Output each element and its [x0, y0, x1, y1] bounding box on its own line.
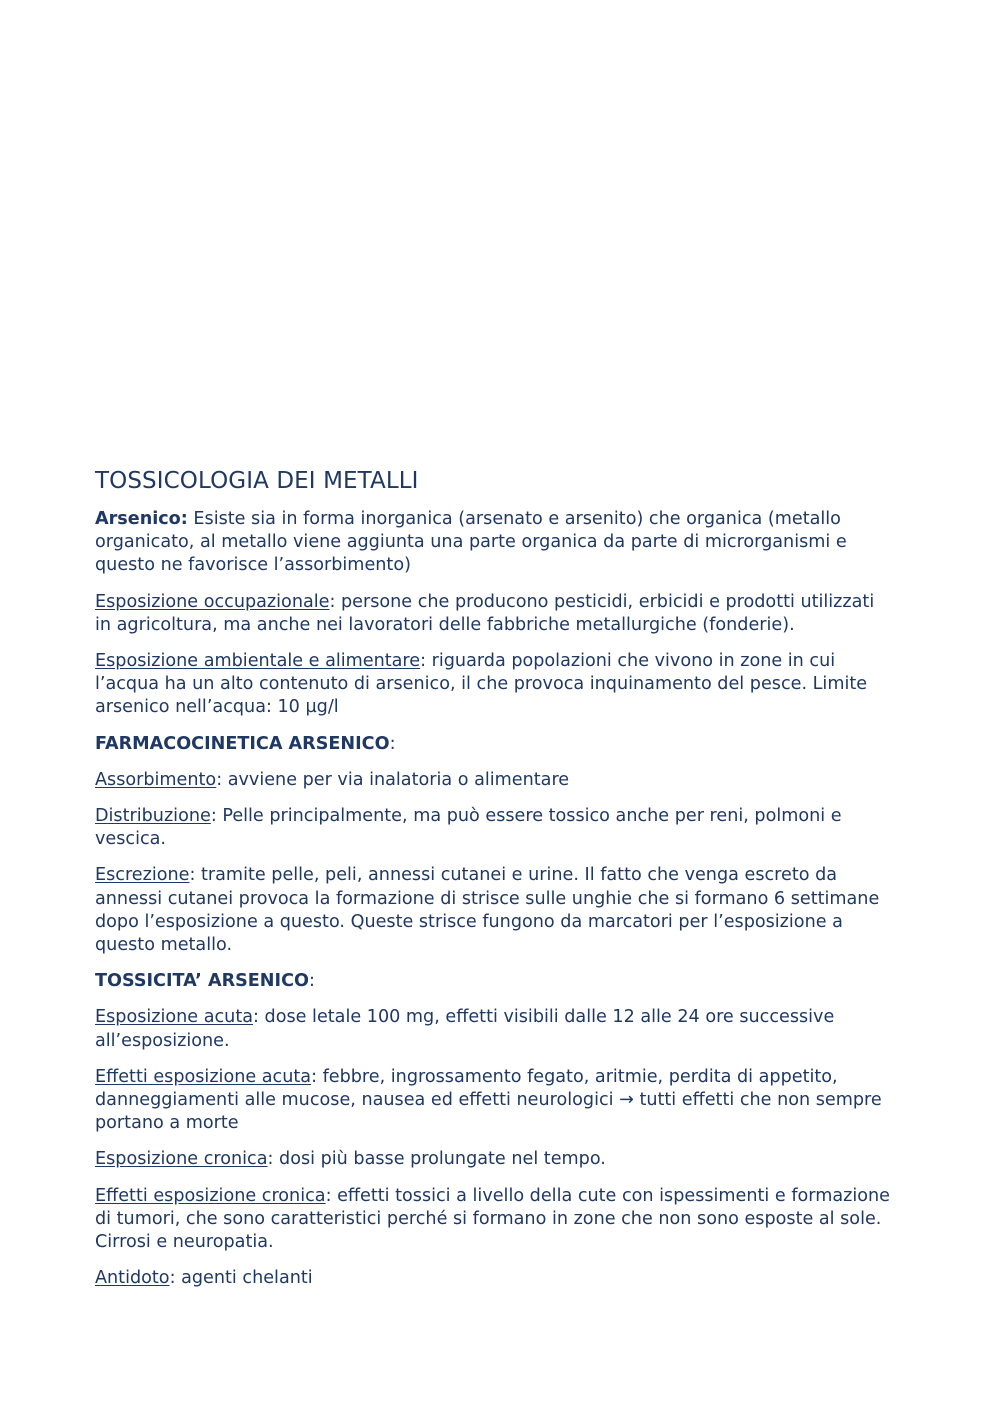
arsenico-intro-paragraph — [95, 508, 895, 578]
escrezione-text: : tramite pelle, peli, annessi cutanei e urine. Il fatto che venga escreto da annessi cutanei provoca la formazione di strisce sulle unghie che si formano 6 settimane dopo l’esposizione a questo. Queste strisce fungono da marcatori per l’esposizione a questo metallo. — [95, 865, 880, 956]
tossicita-heading — [95, 970, 895, 993]
document-title: TOSSICOLOGIA DEI METALLI — [95, 468, 419, 494]
assorbimento-paragraph — [95, 769, 895, 792]
esposizione-ambientale-paragraph — [95, 650, 895, 720]
esposizione-acuta-term: Esposizione acuta — [95, 1007, 254, 1028]
antidoto-text: : agenti chelanti — [169, 1268, 313, 1289]
distribuzione-text: : Pelle principalmente, ma può essere tossico anche per reni, polmoni e vescica. — [95, 806, 842, 850]
esposizione-occupazionale-paragraph — [95, 591, 895, 637]
effetti-acuta-paragraph — [95, 1066, 895, 1136]
effetti-cronica-text: : effetti tossici a livello della cute con ispessimenti e formazione di tumori, che sono caratteristici perché si formano in zone che non sono esposte al sole. Cirrosi e neuropatia. — [95, 1185, 890, 1253]
effetti-acuta-term: Effetti esposizione acuta — [95, 1066, 312, 1087]
distribuzione-term: Distribuzione — [95, 806, 211, 827]
document-page — [95, 466, 895, 1303]
assorbimento-term: Assorbimento — [95, 769, 217, 790]
esposizione-cronica-paragraph — [95, 1148, 895, 1171]
effetti-acuta-text: : febbre, ingrossamento fegato, aritmie, perdita di appetito, danneggiamenti alle mucose, nausea ed effetti neurologici → tutti effetti che non sempre portano a morte — [95, 1066, 882, 1134]
esposizione-cronica-term: Esposizione cronica — [95, 1149, 268, 1170]
esposizione-occupazionale-text: : persone che producono pesticidi, erbicidi e prodotti utilizzati in agricoltura, ma anche nei lavoratori delle fabbriche metallurgiche (fonderie). — [95, 591, 875, 635]
esposizione-acuta-paragraph — [95, 1006, 895, 1052]
effetti-cronica-paragraph — [95, 1185, 895, 1255]
antidoto-term: Antidoto — [95, 1268, 170, 1289]
escrezione-paragraph — [95, 864, 895, 957]
effetti-cronica-term: Effetti esposizione cronica — [95, 1185, 326, 1206]
escrezione-term: Escrezione — [95, 865, 190, 886]
tossicita-heading-suffix: : — [308, 971, 315, 992]
esposizione-cronica-text: : dosi più basse prolungate nel tempo. — [267, 1149, 606, 1170]
esposizione-acuta-text: : dose letale 100 mg, effetti visibili dalle 12 alle 24 ore successive all’esposizione. — [95, 1007, 835, 1051]
esposizione-ambientale-term: Esposizione ambientale e alimentare — [95, 651, 421, 672]
farmacocinetica-heading-suffix: : — [389, 733, 396, 754]
esposizione-occupazionale-term: Esposizione occupazionale — [95, 591, 330, 612]
distribuzione-paragraph — [95, 805, 895, 851]
assorbimento-text: : avviene per via inalatoria o alimentare — [216, 769, 570, 790]
antidoto-paragraph — [95, 1267, 895, 1290]
farmacocinetica-heading — [95, 733, 895, 756]
farmacocinetica-heading-text: FARMACOCINETICA ARSENICO — [95, 733, 390, 754]
arsenico-intro-text: Esiste sia in forma inorganica (arsenato e arsenito) che organica (metallo organicato, al metallo viene aggiunta una parte organica da parte di microrganismi e questo ne favorisce l’assorbimento) — [95, 509, 847, 576]
arsenico-term: Arsenico: — [95, 509, 188, 529]
esposizione-ambientale-text: : riguarda popolazioni che vivono in zone in cui l’acqua ha un alto contenuto di arsenico, il che provoca inquinamento del pesce. Limite arsenico nell’acqua: 10 µg/l — [95, 651, 868, 718]
tossicita-heading-text: TOSSICITA’ ARSENICO — [95, 971, 309, 992]
